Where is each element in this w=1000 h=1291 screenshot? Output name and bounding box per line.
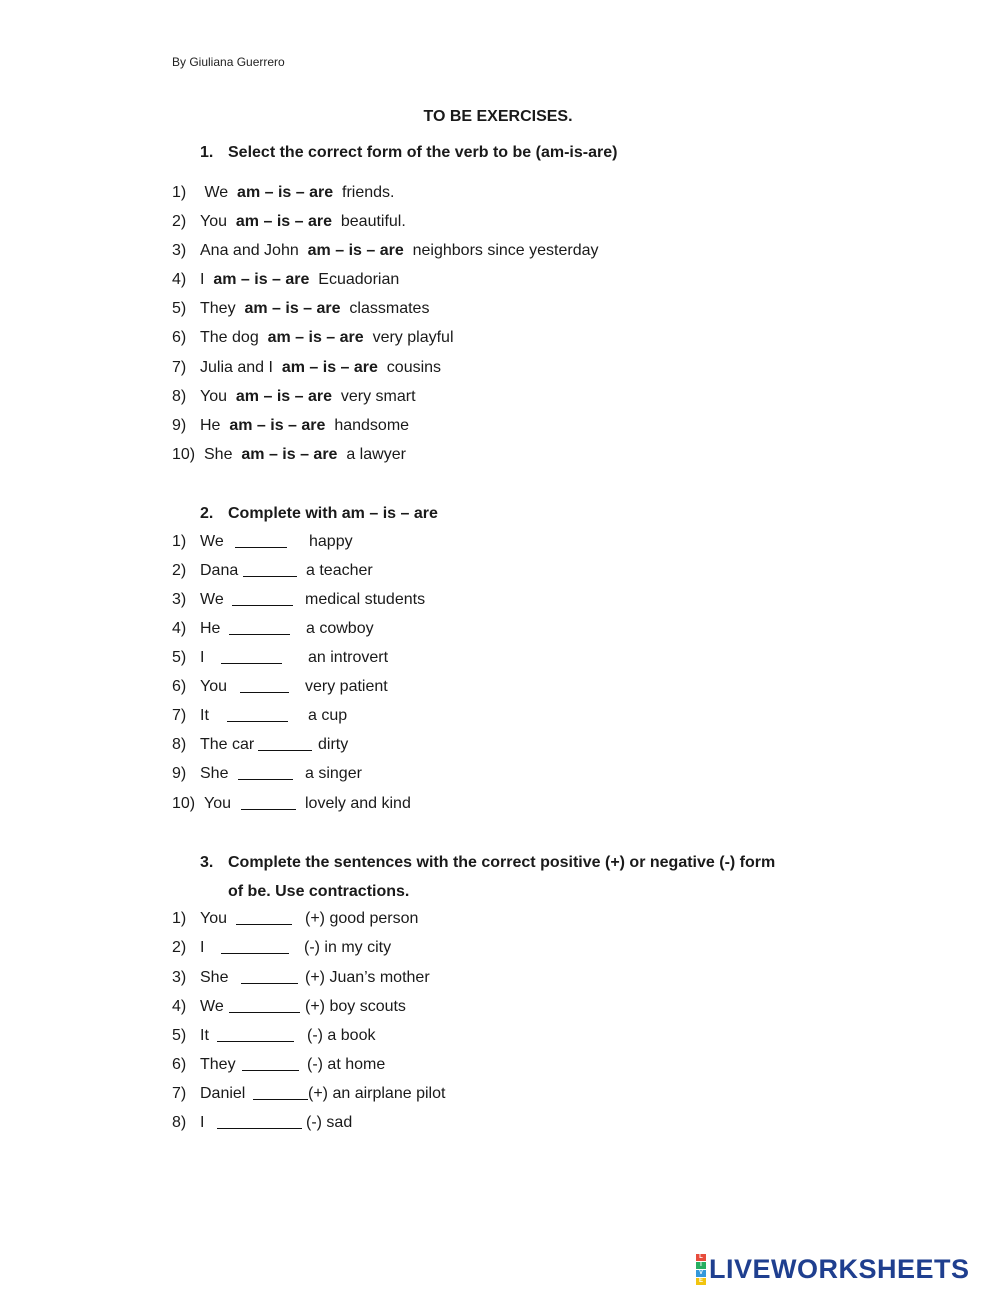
section-2-heading (200, 499, 438, 528)
logo-block: E (696, 1278, 706, 1285)
sentence-complement: a singer (305, 765, 362, 782)
verb-options[interactable]: am – is – are (263, 329, 369, 346)
sentence-subject: You (204, 795, 236, 812)
item-number: 9) (172, 765, 187, 782)
verb-options[interactable]: am – is – are (224, 417, 330, 434)
item-number: 7) (172, 1085, 187, 1102)
section-3-number: 3. (200, 854, 214, 871)
sentence-subject: Ana and John (200, 242, 304, 259)
sentence-complement: very patient (305, 678, 388, 695)
answer-blank[interactable] (217, 1114, 302, 1129)
sentence-complement: (-) a book (307, 1027, 376, 1044)
sentence-subject: I (200, 939, 209, 956)
item-sentence (200, 269, 399, 291)
answer-blank[interactable] (241, 969, 298, 984)
item-number: 2) (172, 562, 187, 579)
item-number: 2) (172, 213, 187, 230)
answer-blank[interactable] (258, 736, 312, 751)
section-2-title: Complete with am – is – are (228, 505, 438, 522)
logo-wordmark: LIVEWORKSHEETS (709, 1253, 970, 1284)
sentence-subject: They (200, 300, 241, 317)
sentence-subject: We (200, 998, 229, 1015)
verb-options[interactable]: am – is – are (236, 446, 342, 463)
item-number: 5) (172, 1027, 187, 1044)
item-number: 6) (172, 678, 187, 695)
sentence-subject: You (200, 388, 232, 405)
answer-blank[interactable] (217, 1027, 294, 1042)
sentence-complement: lovely and kind (305, 795, 411, 812)
item-sentence (200, 415, 409, 437)
sentence-complement: medical students (305, 591, 426, 608)
item-sentence (200, 182, 395, 204)
verb-options[interactable]: am – is – are (232, 184, 338, 201)
section-1-heading (200, 138, 617, 167)
section-1-title: Select the correct form of the verb to be (am-is-are) (228, 144, 618, 161)
sentence-subject: He (200, 417, 225, 434)
item-number: 4) (172, 271, 187, 288)
sentence-complement: (+) boy scouts (305, 998, 406, 1015)
sentence-subject: She (204, 446, 237, 463)
item-number: 4) (172, 620, 187, 637)
section-3-title-line1: Complete the sentences with the correct positive (+) or negative (-) form (228, 854, 776, 871)
sentence-complement: (+) an airplane pilot (308, 1085, 446, 1102)
item-sentence (200, 357, 441, 379)
item-number: 3) (172, 242, 187, 259)
item-number: 1) (172, 184, 187, 201)
sentence-subject: We (200, 184, 233, 201)
item-sentence (200, 298, 429, 320)
sentence-complement: dirty (318, 736, 349, 753)
item-number: 7) (172, 707, 187, 724)
item-number: 3) (172, 591, 187, 608)
sentence-complement: happy (309, 533, 353, 550)
sentence-subject: I (200, 649, 209, 666)
item-number: 5) (172, 300, 187, 317)
item-sentence (200, 211, 406, 233)
item-sentence (200, 240, 599, 262)
sentence-complement: a teacher (306, 562, 373, 579)
sentence-subject: I (200, 1114, 209, 1131)
logo-block: L (696, 1254, 706, 1261)
sentence-complement: an introvert (308, 649, 389, 666)
sentence-complement: cousins (382, 359, 442, 376)
verb-options[interactable]: am – is – are (240, 300, 345, 317)
sentence-complement: neighbors since yesterday (408, 242, 599, 259)
verb-options[interactable]: am – is – are (303, 242, 409, 259)
item-number: 8) (172, 736, 187, 753)
sentence-subject: She (200, 765, 233, 782)
answer-blank[interactable] (243, 562, 297, 577)
answer-blank[interactable] (221, 939, 289, 954)
sentence-complement: (+) good person (305, 910, 419, 927)
sentence-subject: It (200, 707, 214, 724)
sentence-complement: a cup (308, 707, 348, 724)
sentence-complement: classmates (344, 300, 430, 317)
verb-options[interactable]: am – is – are (231, 388, 337, 405)
verb-options[interactable]: am – is – are (208, 271, 314, 288)
item-number: 6) (172, 329, 187, 346)
sentence-subject: You (200, 910, 232, 927)
sentence-complement: beautiful. (336, 213, 406, 230)
sentence-complement: handsome (329, 417, 410, 434)
answer-blank[interactable] (241, 795, 296, 810)
sentence-complement: very playful (368, 329, 454, 346)
sentence-subject: You (200, 213, 232, 230)
answer-blank[interactable] (221, 649, 282, 664)
logo-block: V (696, 1270, 706, 1277)
item-number: 1) (172, 533, 187, 550)
answer-blank[interactable] (238, 765, 293, 780)
item-number: 8) (172, 1114, 187, 1131)
sentence-subject: We (200, 591, 229, 608)
sentence-subject: She (200, 969, 233, 986)
answer-blank[interactable] (227, 707, 288, 722)
answer-blank[interactable] (236, 910, 292, 925)
item-number: 4) (172, 998, 187, 1015)
answer-blank[interactable] (229, 998, 300, 1013)
item-number: 6) (172, 1056, 187, 1073)
sentence-complement: (-) sad (306, 1114, 353, 1131)
answer-blank[interactable] (242, 1056, 299, 1071)
logo-blocks-icon (696, 1254, 706, 1285)
item-number: 8) (172, 388, 187, 405)
worksheet-title: TO BE EXERCISES. (423, 108, 573, 125)
answer-blank[interactable] (235, 533, 287, 548)
answer-blank[interactable] (229, 620, 290, 635)
sentence-subject: Daniel (200, 1085, 250, 1102)
sentence-subject: The dog (200, 329, 264, 346)
answer-blank[interactable] (232, 591, 293, 606)
sentence-subject: It (200, 1027, 214, 1044)
item-number: 2) (172, 939, 187, 956)
sentence-complement: (-) in my city (304, 939, 392, 956)
section-2-number: 2. (200, 505, 214, 522)
answer-blank[interactable] (253, 1085, 308, 1100)
sentence-complement: Ecuadorian (313, 271, 400, 288)
sentence-subject: He (200, 620, 225, 637)
item-number: 10) (172, 446, 196, 463)
sentence-subject: I (200, 271, 209, 288)
section-1-number: 1. (200, 144, 214, 161)
sentence-subject: They (200, 1056, 241, 1073)
sentence-complement: a lawyer (341, 446, 406, 463)
author-line: By Giuliana Guerrero (172, 55, 285, 69)
sentence-subject: Dana (200, 562, 239, 579)
section-3-heading (200, 848, 775, 906)
liveworksheets-logo (696, 1254, 970, 1284)
item-sentence (204, 444, 406, 466)
item-number: 3) (172, 969, 187, 986)
sentence-complement: (-) at home (307, 1056, 386, 1073)
logo-block: I (696, 1262, 706, 1269)
sentence-subject: You (200, 678, 232, 695)
item-number: 10) (172, 795, 196, 812)
item-number: 5) (172, 649, 187, 666)
item-number: 1) (172, 910, 187, 927)
item-sentence (200, 327, 454, 349)
sentence-complement: a cowboy (306, 620, 374, 637)
verb-options[interactable]: am – is – are (277, 359, 383, 376)
answer-blank[interactable] (240, 678, 289, 693)
section-3-title-line2: of be. Use contractions. (228, 883, 410, 900)
sentence-complement: (+) Juan’s mother (305, 969, 430, 986)
sentence-subject: We (200, 533, 229, 550)
sentence-complement: very smart (336, 388, 416, 405)
sentence-subject: Julia and I (200, 359, 278, 376)
item-number: 9) (172, 417, 187, 434)
sentence-complement: friends. (337, 184, 395, 201)
item-sentence (200, 386, 416, 408)
item-number: 7) (172, 359, 187, 376)
verb-options[interactable]: am – is – are (231, 213, 337, 230)
sentence-subject: The car (200, 736, 255, 753)
